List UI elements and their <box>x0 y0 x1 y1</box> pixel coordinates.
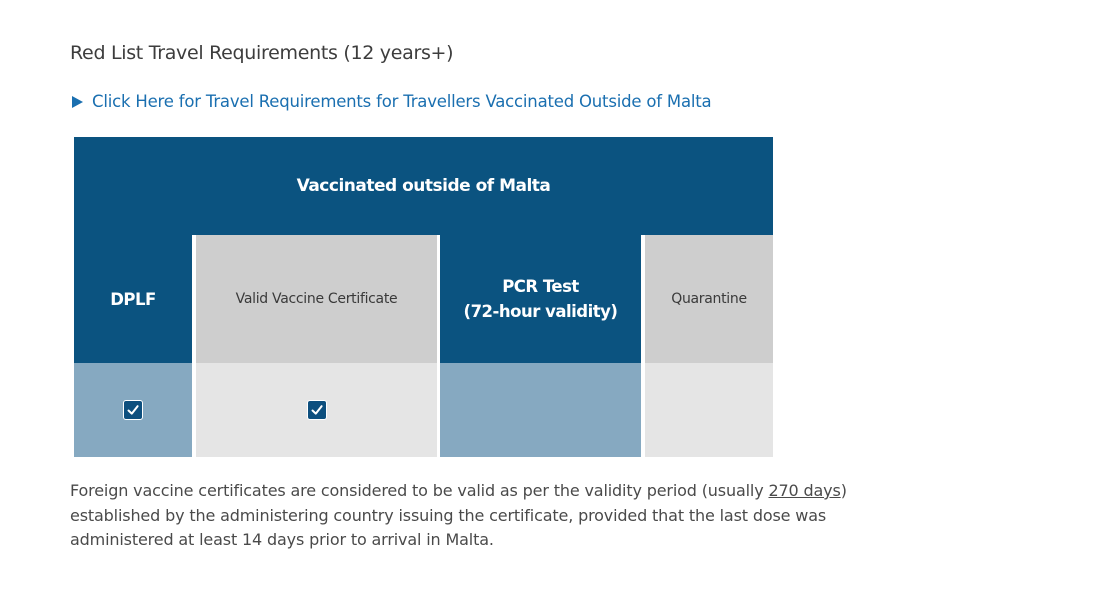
page-heading: Red List Travel Requirements (12 years+) <box>70 42 454 64</box>
expand-link-label: Click Here for Travel Requirements for Travellers Vaccinated Outside of Malta <box>92 92 712 111</box>
column-header-vaccine-certificate <box>196 235 437 363</box>
validity-days-link[interactable]: 270 days <box>768 481 841 500</box>
play-triangle-icon <box>72 96 83 108</box>
column-header-sublabel: (72-hour validity) <box>463 302 618 321</box>
checkbox-checked-icon <box>307 400 327 420</box>
cell-vaccine-certificate <box>196 363 437 457</box>
column-header-label: PCR Test <box>502 277 579 296</box>
column-header-label: DPLF <box>110 289 156 309</box>
table-title: Vaccinated outside of Malta <box>74 137 773 235</box>
requirements-table <box>74 137 773 457</box>
cell-dplf <box>74 363 192 457</box>
column-header-label: Valid Vaccine Certificate <box>235 291 398 307</box>
note-text-before: Foreign vaccine certificates are considered to be valid as per the validity period (usually <box>70 481 769 500</box>
column-header-dplf <box>74 235 192 363</box>
note-text-after: ) established by the administering country issuing the certificate, provided that the last dose was administered at least 14 days prior to arrival in Malta. <box>70 481 847 549</box>
checkbox-checked-icon <box>123 400 143 420</box>
column-header-label: Quarantine <box>671 291 747 307</box>
column-header-quarantine <box>645 235 773 363</box>
cell-quarantine <box>645 363 773 457</box>
travel-requirements-expand-link[interactable] <box>72 92 711 111</box>
vaccine-validity-note <box>70 479 930 553</box>
column-header-pcr-test <box>440 235 641 363</box>
cell-pcr-test <box>440 363 641 457</box>
